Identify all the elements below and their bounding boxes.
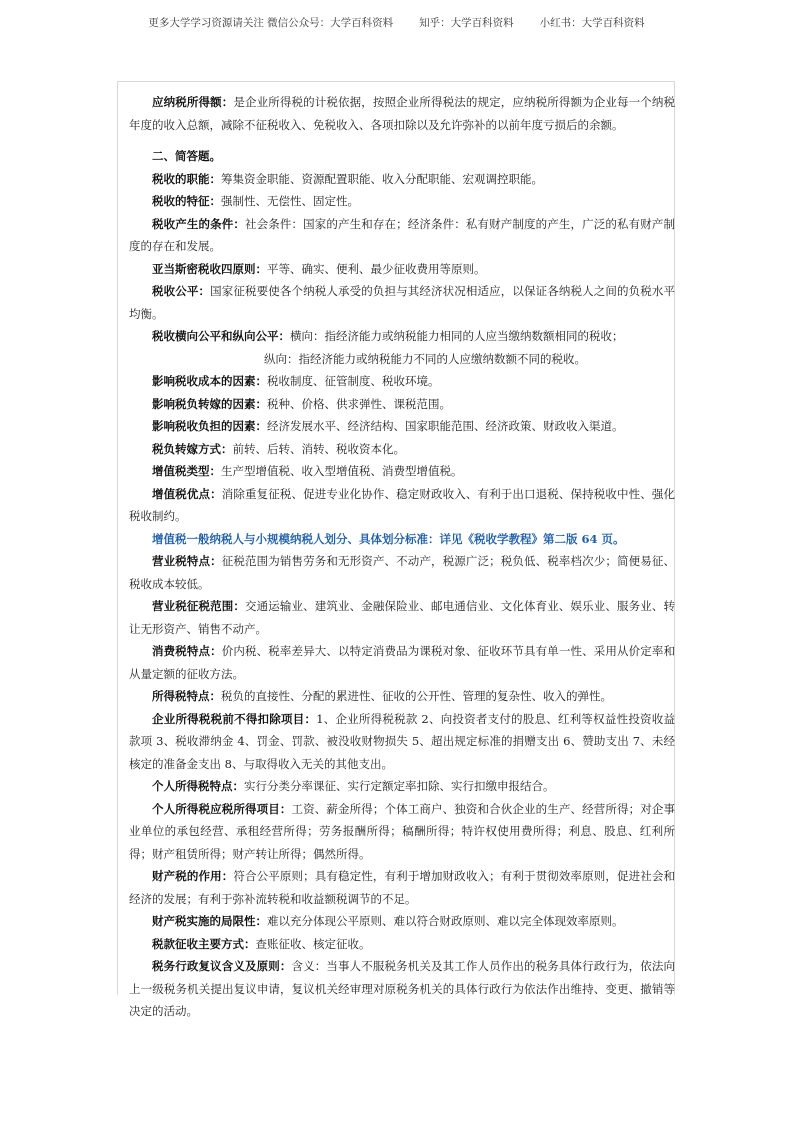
term-text: 经济发展水平、经济结构、国家职能范围、经济政策、财政收入渠道。 xyxy=(267,419,624,433)
paragraph-vat-taxpayer-classification xyxy=(129,528,675,551)
term-text: 强制性、无偿性、固定性。 xyxy=(221,194,359,208)
term-text: 价内税、税率差异大、以特定消费品为课税对象、征收环节具有单一性、采用从价定率和从量定额的征收方法。 xyxy=(129,644,675,681)
term-text: 是企业所得税的计税依据，按照企业所得税法的规定，应纳税所得额为企业每一个纳税年度的收入总额，减除不征税收入、免税收入、各项扣除以及允许弥补的以前年度亏损后的余额。 xyxy=(129,95,675,132)
term-label: 税负转嫁方式： xyxy=(152,441,233,456)
term-label: 消费税特点： xyxy=(152,644,222,658)
term-text: 国家征税要使各个纳税人承受的负担与其经济状况相适应，以保证各纳税人之间的负税水平均衡。 xyxy=(129,284,675,321)
term-text: 筹集资金职能、资源配置职能、收入分配职能、宏观调控职能。 xyxy=(221,171,543,186)
term-text: 交通运输业、建筑业、金融保险业、邮电通信业、文化体育业、娱乐业、服务业、转让无形资产、销售不动产。 xyxy=(129,599,675,636)
term-label: 税款征收主要方式： xyxy=(152,936,256,951)
term-text: 符合公平原则；具有稳定性，有利于增加财政收入；有利于贯彻效率原则，促进社会和经济的发展；有利于弥补流转税和收益额税调节的不足。 xyxy=(129,869,675,906)
term-label: 税务行政复议含义及原则： xyxy=(152,959,292,973)
header-zhihu-note: 知乎：大学百科资料 xyxy=(419,17,514,29)
paragraph-vertical-fairness xyxy=(129,348,675,371)
header-xiaohongshu-note: 小红书：大学百科资料 xyxy=(539,17,645,29)
paragraph-tax-features xyxy=(129,190,675,213)
term-label: 税收产生的条件： xyxy=(152,216,245,231)
term-label: 税收的特征： xyxy=(152,194,221,208)
paragraph-tax-origin xyxy=(129,213,675,258)
paragraph-cost-factors xyxy=(129,370,675,393)
paragraph-vat-types xyxy=(129,460,675,483)
term-label: 财产税的作用： xyxy=(152,869,234,883)
term-label: 财产税实施的局限性： xyxy=(152,914,267,928)
term-text: 纵向：指经济能力或纳税能力不同的人应缴纳数额不同的税收。 xyxy=(264,351,586,366)
term-label: 影响税负转嫁的因素： xyxy=(152,396,267,411)
term-text: 前转、后转、消转、税收资本化。 xyxy=(232,441,405,456)
term-text: 难以充分体现公平原则、难以符合财政原则、难以完全体现效率原则。 xyxy=(267,914,624,928)
term-label: 增值税优点： xyxy=(152,486,222,501)
paragraph-personal-tax-items xyxy=(129,798,675,866)
term-text: 生产型增值税、收入型增值税、消费型增值税。 xyxy=(221,464,463,478)
section-heading xyxy=(129,145,675,168)
paragraph-burden-factors xyxy=(129,415,675,438)
paragraph-non-deductible-items xyxy=(129,708,675,776)
paragraph-administrative-review xyxy=(129,955,675,1023)
term-label: 亚当斯密税收四原则： xyxy=(152,261,267,276)
term-text: 社会条件：国家的产生和存在；经济条件：私有财产制度的产生，广泛的私有财产制度的存在和发展。 xyxy=(129,216,675,253)
term-text: 增值税一般纳税人与小规模纳税人划分、具体划分标准：详见《税收学教程》第二版 64 页。 xyxy=(152,531,625,546)
term-label: 个人所得税特点： xyxy=(152,779,244,793)
paragraph-vat-advantages xyxy=(129,483,675,528)
paragraph-tax-fairness xyxy=(129,280,675,325)
section-title: 二、简答题。 xyxy=(152,149,221,163)
term-label: 所得税特点： xyxy=(152,689,221,703)
paragraph-collection-methods xyxy=(129,933,675,956)
term-text: 税负的直接性、分配的累进性、征收的公开性、管理的复杂性、收入的弹性。 xyxy=(221,689,612,703)
term-text: 实行分类分率课征、实行定额定率扣除、实行扣缴申报结合。 xyxy=(244,779,555,793)
paragraph-property-tax-limits xyxy=(129,910,675,933)
paragraph-income-tax-features xyxy=(129,685,675,708)
term-label: 税收横向公平和纵向公平： xyxy=(152,329,290,343)
term-label: 影响税收负担的因素： xyxy=(152,419,267,433)
term-label: 营业税征税范围： xyxy=(152,599,245,613)
page-header xyxy=(0,15,793,30)
term-text: 税收制度、征管制度、税收环境。 xyxy=(267,374,440,388)
term-text: 征税范围为销售劳务和无形资产、不动产，税源广泛；税负低、税率档次少；简便易征、税收成本较低。 xyxy=(129,554,675,591)
paragraph-property-tax-role xyxy=(129,865,675,910)
paragraph-business-tax-scope xyxy=(129,595,675,640)
term-text: 税种、价格、供求弹性、课税范围。 xyxy=(267,396,451,411)
paragraph-personal-tax-features xyxy=(129,775,675,798)
paragraph-consumption-tax-features xyxy=(129,640,675,685)
term-text: 工资、薪金所得；个体工商户、独资和合伙企业的生产、经营所得；对企事业单位的承包经营、承租经营所得；劳务报酬所得；稿酬所得；特许权使用费所得；利息、股息、红利所得；财产租赁所得；财产转让所得；偶然所得。 xyxy=(129,801,675,861)
term-label: 应纳税所得额： xyxy=(152,95,234,109)
term-label: 个人所得税应税所得项目： xyxy=(152,801,292,816)
paragraph-horizontal-fairness xyxy=(129,325,675,348)
header-wechat-note: 更多大学学习资源请关注 微信公众号：大学百科资料 xyxy=(148,17,394,29)
term-label: 企业所得税税前不得扣除项目： xyxy=(152,711,317,726)
term-label: 增值税类型： xyxy=(152,464,221,478)
paragraph-shifting-factors xyxy=(129,393,675,416)
paragraph-shifting-methods xyxy=(129,438,675,461)
term-text: 消除重复征税、促进专业化协作、稳定财政收入、有利于出口退税、保持税收中性、强化税收制约。 xyxy=(129,486,675,523)
paragraph-smith-principles xyxy=(129,258,675,281)
term-text: 横向：指经济能力或纳税能力相同的人应当缴纳数额相同的税收； xyxy=(290,329,624,343)
paragraph-tax-functions xyxy=(129,168,675,191)
document-frame xyxy=(117,81,676,1018)
term-label: 税收公平： xyxy=(152,284,211,298)
term-text: 1、企业所得税税款 2、向投资者支付的股息、红利等权益性投资收益款项 3、税收滞纳金 4、罚金、罚款、被没收财物损失 5、超出规定标准的捐赠支出 6、赞助支出 7、未经核定的准备金支出 8、与取得收入无关的其他支出。 xyxy=(129,711,676,771)
term-label: 营业税特点： xyxy=(152,554,222,568)
term-text: 查账征收、核定征收。 xyxy=(255,936,371,951)
term-text: 平等、确实、便利、最少征收费用等原则。 xyxy=(267,261,486,276)
term-label: 影响税收成本的因素： xyxy=(152,374,267,388)
term-text: 含义：当事人不服税务机关及其工作人员作出的税务具体行政行为，依法向上一级税务机关提出复议申请，复议机关经审理对原税务机关的具体行政行为依法作出维持、变更、撤销等决定的活动。 xyxy=(129,959,675,1018)
document-body xyxy=(118,82,675,1023)
term-label: 税收的职能： xyxy=(152,171,221,186)
paragraph-taxable-income xyxy=(129,91,675,136)
paragraph-business-tax-features xyxy=(129,550,675,595)
